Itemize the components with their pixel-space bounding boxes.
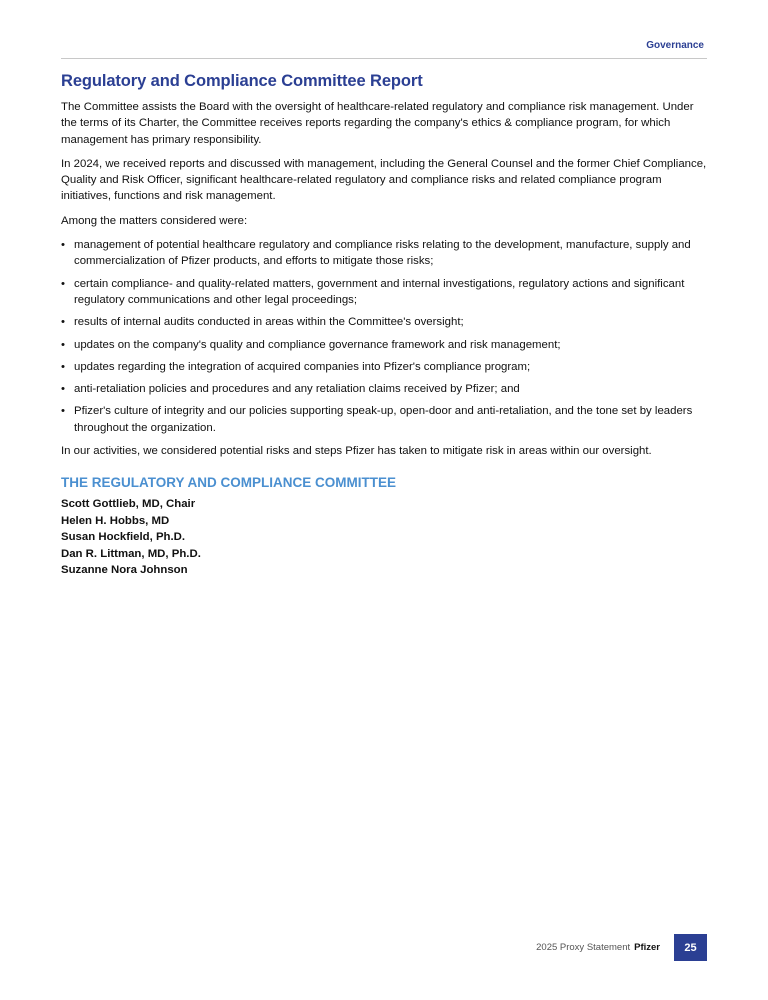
list-item-text: results of internal audits conducted in areas within the Committee's oversight;: [74, 316, 464, 329]
activities-paragraph: In 2024, we received reports and discussed with management, including the General Counsel and the former Chief Compliance, Quality and Risk Officer, significant healthcare-related regulatory and compliance risks and related compliance program initiatives, functions and risk management.: [61, 157, 707, 203]
list-item: [61, 237, 709, 270]
list-item-text: updates regarding the integration of acquired companies into Pfizer's compliance program;: [74, 360, 531, 373]
committee-member: Dan R. Littman, MD, Ph.D.: [61, 547, 201, 560]
committee-member: Scott Gottlieb, MD, Chair: [61, 498, 196, 511]
report-title: Regulatory and Compliance Committee Report: [61, 72, 423, 90]
page-footer: [536, 934, 707, 961]
bullet-icon: •: [61, 360, 65, 373]
committee-heading: THE REGULATORY AND COMPLIANCE COMMITTEE: [61, 475, 397, 491]
committee-member: Helen H. Hobbs, MD: [61, 514, 170, 527]
committee-member: Suzanne Nora Johnson: [61, 564, 188, 577]
list-item: [61, 359, 709, 375]
list-item: [61, 403, 709, 436]
section-label: Governance: [646, 40, 704, 51]
bullet-icon: •: [61, 316, 65, 329]
list-item-text: updates on the company's quality and compliance governance framework and risk management;: [74, 338, 561, 351]
footer-brand: Pfizer: [634, 942, 660, 953]
bullet-icon: •: [61, 405, 65, 418]
matters-list: [61, 237, 709, 436]
list-item: [61, 381, 709, 397]
list-item-text: anti-retaliation policies and procedures and any retaliation claims received by Pfizer; and: [74, 383, 520, 396]
intro-paragraph: The Committee assists the Board with the oversight of healthcare-related regulatory and compliance risk management. Under the terms of its Charter, the Committee receives reports regarding the company's ethics & compliance program, for which management has primary responsibility.: [61, 101, 694, 146]
footer-doc-title: 2025 Proxy Statement: [536, 942, 631, 953]
bullet-icon: •: [61, 239, 65, 252]
list-item-text: management of potential healthcare regulatory and compliance risks relating to the development, manufacture, supply and commercialization of Pfizer products, and efforts to mitigate those risks;: [74, 239, 691, 268]
matters-intro: Among the matters considered were:: [61, 214, 248, 227]
header-divider: [61, 58, 707, 59]
committee-members: [61, 496, 709, 579]
report-content: [61, 72, 709, 579]
closing-paragraph: In our activities, we considered potential risks and steps Pfizer has taken to mitigate risk in areas within our oversight.: [61, 445, 652, 458]
committee-member: Susan Hockfield, Ph.D.: [61, 531, 186, 544]
list-item-text: certain compliance- and quality-related matters, government and internal investigations, regulatory actions and significant regulatory communications and other legal proceedings;: [74, 277, 685, 306]
list-item: [61, 276, 709, 309]
bullet-icon: •: [61, 383, 65, 396]
bullet-icon: •: [61, 338, 65, 351]
page-number: 25: [674, 934, 707, 961]
bullet-icon: •: [61, 277, 65, 290]
list-item-text: Pfizer's culture of integrity and our policies supporting speak-up, open-door and anti-retaliation, and the tone set by leaders throughout the organization.: [74, 405, 693, 434]
list-item: [61, 314, 709, 330]
list-item: [61, 337, 709, 353]
